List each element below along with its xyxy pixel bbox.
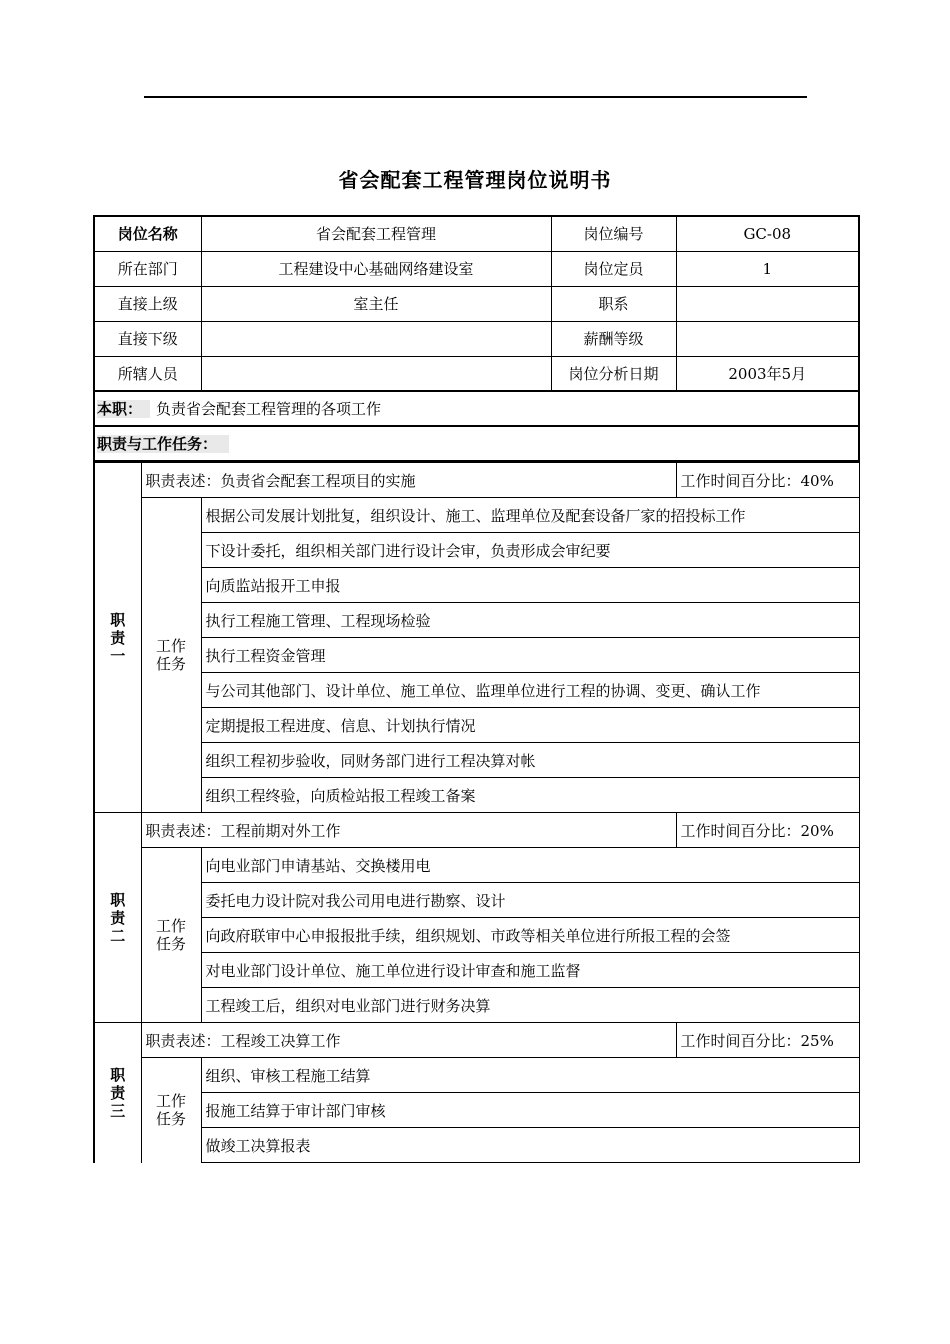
task-row [94, 1058, 859, 1093]
task-item: 委托电力设计院对我公司用电进行勘察、设计 [201, 883, 859, 918]
label-cell: 所在部门 [94, 251, 201, 286]
task-row [94, 918, 859, 953]
task-row [94, 568, 859, 603]
info-row [94, 216, 859, 251]
task-row [94, 708, 859, 743]
task-row [94, 638, 859, 673]
task-item: 做竣工决算报表 [201, 1128, 859, 1163]
duty-label: 职责二 [94, 813, 141, 1023]
task-item: 组织工程初步验收，同财务部门进行工程决算对帐 [201, 743, 859, 778]
label-cell: 直接下级 [94, 321, 201, 356]
main-duty-value: 负责省会配套工程管理的各项工作 [156, 400, 382, 418]
task-label: 工作任务 [141, 848, 201, 1023]
task-row [94, 1128, 859, 1163]
duty-statement-row [94, 463, 859, 498]
task-label: 工作任务 [141, 498, 201, 813]
duties-table [93, 462, 860, 1163]
task-item: 与公司其他部门、设计单位、施工单位、监理单位进行工程的协调、变更、确认工作 [201, 673, 859, 708]
task-row [94, 533, 859, 568]
label-cell: 岗位定员 [551, 251, 676, 286]
main-duty-row [94, 391, 859, 426]
task-item: 向质监站报开工申报 [201, 568, 859, 603]
value-cell: 2003年5月 [676, 356, 859, 391]
value-cell: 工程建设中心基础网络建设室 [201, 251, 551, 286]
task-item: 下设计委托，组织相关部门进行设计会审，负责形成会审纪要 [201, 533, 859, 568]
task-item: 报施工结算于审计部门审核 [201, 1093, 859, 1128]
label-cell: 所辖人员 [94, 356, 201, 391]
value-cell [676, 321, 859, 356]
duty-statement: 职责表述：工程前期对外工作 [141, 813, 676, 848]
duty-percent: 工作时间百分比：25% [676, 1023, 859, 1058]
duties-header: 职责与工作任务： [97, 435, 229, 453]
info-row [94, 251, 859, 286]
duties-header-row [94, 426, 859, 461]
duty-statement-row [94, 813, 859, 848]
task-item: 工程竣工后，组织对电业部门进行财务决算 [201, 988, 859, 1023]
value-cell: 室主任 [201, 286, 551, 321]
label-cell: 岗位名称 [94, 216, 201, 251]
duty-percent: 工作时间百分比：40% [676, 463, 859, 498]
task-item: 组织工程终验，向质检站报工程竣工备案 [201, 778, 859, 813]
page-title: 省会配套工程管理岗位说明书 [338, 168, 612, 192]
info-table [93, 215, 860, 462]
task-item: 执行工程施工管理、工程现场检验 [201, 603, 859, 638]
value-cell: 1 [676, 251, 859, 286]
task-row [94, 673, 859, 708]
duty-statement: 职责表述：工程竣工决算工作 [141, 1023, 676, 1058]
info-row [94, 286, 859, 321]
value-cell: GC-08 [676, 216, 859, 251]
task-item: 向政府联审中心申报报批手续，组织规划、市政等相关单位进行所报工程的会签 [201, 918, 859, 953]
task-item: 对电业部门设计单位、施工单位进行设计审查和施工监督 [201, 953, 859, 988]
value-cell [201, 321, 551, 356]
value-cell [676, 286, 859, 321]
task-item: 执行工程资金管理 [201, 638, 859, 673]
label-cell: 岗位编号 [551, 216, 676, 251]
info-row [94, 321, 859, 356]
info-row [94, 356, 859, 391]
task-row [94, 743, 859, 778]
task-row [94, 988, 859, 1023]
task-item: 定期提报工程进度、信息、计划执行情况 [201, 708, 859, 743]
label-cell: 直接上级 [94, 286, 201, 321]
label-cell: 薪酬等级 [551, 321, 676, 356]
task-row [94, 603, 859, 638]
task-row [94, 848, 859, 883]
duty-statement: 职责表述：负责省会配套工程项目的实施 [141, 463, 676, 498]
label-cell: 岗位分析日期 [551, 356, 676, 391]
duty-label: 职责三 [94, 1023, 141, 1163]
duty-percent: 工作时间百分比：20% [676, 813, 859, 848]
task-label: 工作任务 [141, 1058, 201, 1163]
duty-statement-row [94, 1023, 859, 1058]
task-row [94, 1093, 859, 1128]
header-rule [144, 96, 807, 98]
task-row [94, 498, 859, 533]
task-item: 向电业部门申请基站、交换楼用电 [201, 848, 859, 883]
main-duty-label: 本职： [97, 400, 150, 418]
task-row [94, 953, 859, 988]
task-item: 组织、审核工程施工结算 [201, 1058, 859, 1093]
job-description-table [93, 215, 858, 1163]
label-cell: 职系 [551, 286, 676, 321]
task-row [94, 883, 859, 918]
task-row [94, 778, 859, 813]
duty-label: 职责一 [94, 463, 141, 813]
value-cell [201, 356, 551, 391]
value-cell: 省会配套工程管理 [201, 216, 551, 251]
task-item: 根据公司发展计划批复，组织设计、施工、监理单位及配套设备厂家的招投标工作 [201, 498, 859, 533]
